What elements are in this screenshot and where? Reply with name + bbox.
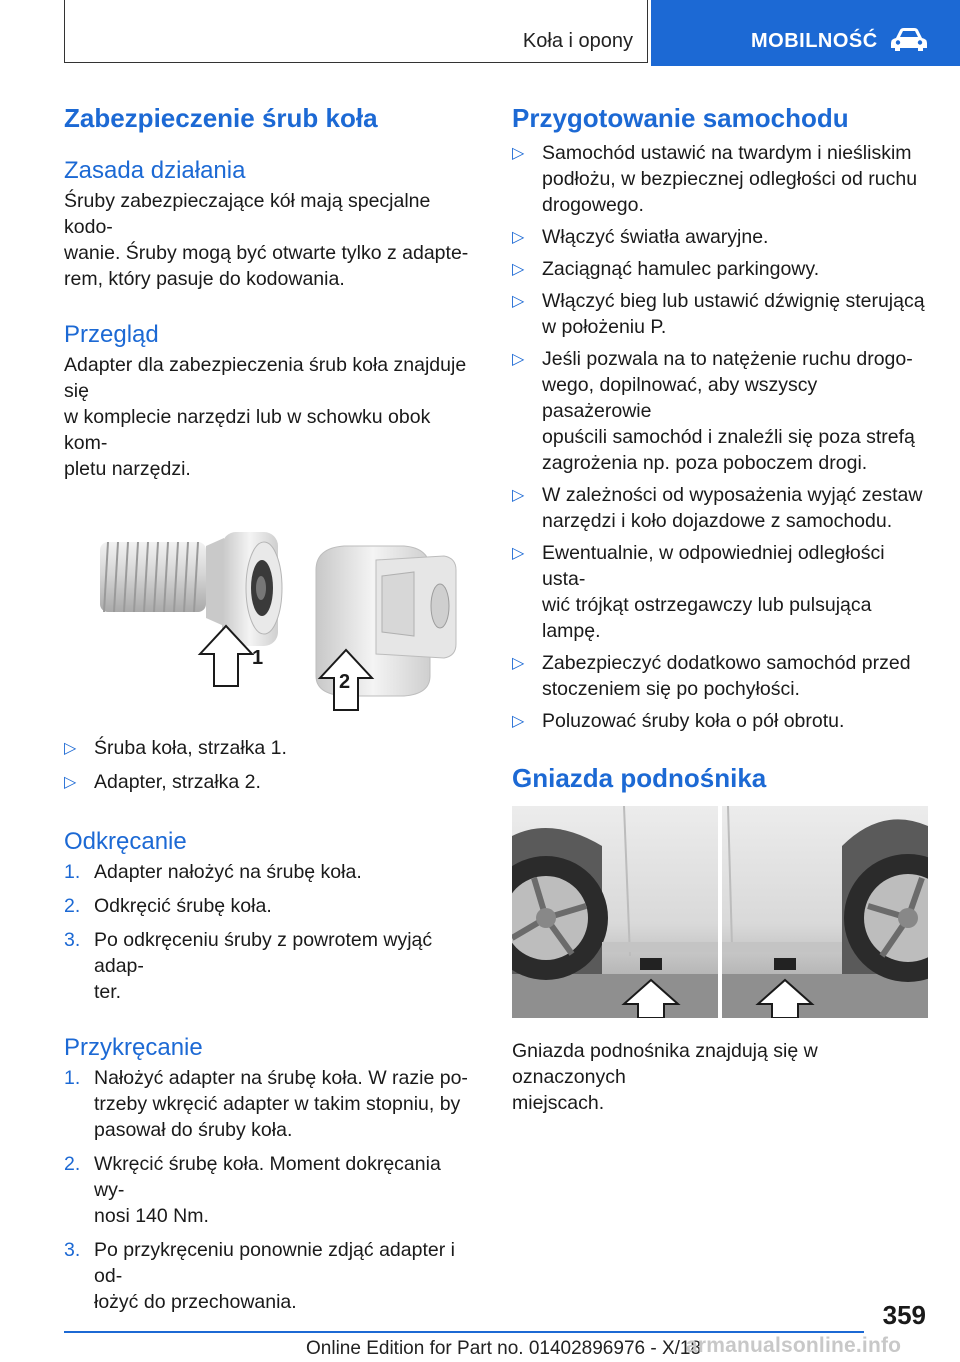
screwing-steps xyxy=(64,1065,476,1315)
bolt-head xyxy=(206,532,282,646)
triangle-bullet-icon: ▷ xyxy=(64,740,77,757)
triangle-bullet-icon: ▷ xyxy=(512,713,525,730)
triangle-bullet-icon: ▷ xyxy=(512,487,525,504)
list-item: ▷ Poluzować śruby koła o pół obrotu. xyxy=(512,708,930,734)
car-icon xyxy=(889,27,929,53)
list-item: ▷ Adapter, strzałka 2. xyxy=(64,769,476,795)
wheel-bolt-adapter-illustration xyxy=(64,526,476,714)
triangle-bullet-icon: ▷ xyxy=(512,229,525,246)
list-item: 1. Adapter nałożyć na śrubę koła. xyxy=(64,861,362,883)
wheel-lock-title: Zabezpieczenie śrub koła xyxy=(64,103,378,133)
overview-list xyxy=(64,735,476,795)
screwing-heading: Przykręcanie xyxy=(64,1034,203,1061)
principle-heading: Zasada działania xyxy=(64,157,246,184)
figure-label-1: 1 xyxy=(252,647,264,669)
list-item: ▷ Zabezpieczyć dodatkowo samochód przed stoczeniem się po pochyłości. xyxy=(512,652,911,700)
overview-text: Adapter dla zabezpieczenia śrub koła znajduje się w komplecie narzędzi lub w schowku obok kom- pletu narzędzi. xyxy=(64,354,467,480)
bolt-thread xyxy=(100,542,206,612)
preparing-list xyxy=(512,140,930,734)
triangle-bullet-icon: ▷ xyxy=(512,293,525,310)
list-item: ▷ Ewentualnie, w odpowiedniej odległości usta- wić trójkąt ostrzegawczy lub pulsująca lampę. xyxy=(512,542,885,642)
footer-edition-text: Online Edition for Part no. 01402896976 - X/18 xyxy=(306,1338,702,1359)
triangle-bullet-icon: ▷ xyxy=(512,351,525,368)
figure-label-2: 2 xyxy=(339,671,351,693)
page-number: 359 xyxy=(882,1300,926,1330)
unscrewing-steps xyxy=(64,859,476,1005)
triangle-bullet-icon: ▷ xyxy=(64,774,77,791)
list-item: 2. Odkręcić śrubę koła. xyxy=(64,895,272,917)
triangle-bullet-icon: ▷ xyxy=(512,145,525,162)
header-chapter-label: MOBILNOŚĆ xyxy=(751,30,878,52)
list-item: 2. Wkręcić śrubę koła. Moment dokręcania wy- nosi 140 Nm. xyxy=(64,1153,441,1227)
list-item: 1. Nałożyć adapter na śrubę koła. W razie po- trzeby wkręcić adapter w takim stopniu, by pasował do śruby koła. xyxy=(64,1067,468,1141)
jack-points-caption: Gniazda podnośnika znajdują się w oznaczonych miejscach. xyxy=(512,1040,818,1114)
jack-point-rear-panel xyxy=(722,806,928,1018)
triangle-bullet-icon: ▷ xyxy=(512,261,525,278)
list-item: ▷ Włączyć bieg lub ustawić dźwignię sterującą w położeniu P. xyxy=(512,290,925,338)
preparing-title: Przygotowanie samochodu xyxy=(512,103,849,133)
left-column xyxy=(64,98,476,1315)
footer-watermark: armanualsonline.info xyxy=(686,1334,902,1357)
list-item: ▷ Włączyć światła awaryjne. xyxy=(512,224,930,250)
overview-heading: Przegląd xyxy=(64,321,159,348)
footer-divider xyxy=(64,1331,864,1333)
header-chapter-tab xyxy=(651,0,960,66)
jack-point-front-panel xyxy=(512,806,718,1018)
triangle-bullet-icon: ▷ xyxy=(512,655,525,672)
wheel-bolt-adapter-figure xyxy=(64,526,476,714)
right-column xyxy=(512,98,930,1116)
list-item: ▷ Śruba koła, strzałka 1. xyxy=(64,735,476,761)
list-item: 3. Po odkręceniu śruby z powrotem wyjąć adap- ter. xyxy=(64,929,433,1003)
jack-points-title: Gniazda podnośnika xyxy=(512,763,767,793)
list-item: ▷ W zależności od wyposażenia wyjąć zestaw narzędzi i koło dojazdowe z samochodu. xyxy=(512,484,923,532)
header-section-frame xyxy=(64,0,648,63)
triangle-bullet-icon: ▷ xyxy=(512,545,525,562)
principle-text: Śruby zabezpieczające kół mają specjalne kodo- wanie. Śruby mogą być otwarte tylko z adapte- rem, który pasuje do kodowania. xyxy=(64,190,469,290)
list-item: ▷ Samochód ustawić na twardym i nieśliskim podłożu, w bezpiecznej odległości od ruchu drogowego. xyxy=(512,142,918,216)
unscrewing-heading: Odkręcanie xyxy=(64,828,187,855)
header-section-title: Koła i opony xyxy=(522,30,633,52)
jack-points-figure xyxy=(512,806,928,1018)
list-item: ▷ Zaciągnąć hamulec parkingowy. xyxy=(512,256,930,282)
list-item: 3. Po przykręceniu ponownie zdjąć adapter i od- łożyć do przechowania. xyxy=(64,1239,455,1313)
list-item: ▷ Jeśli pozwala na to natężenie ruchu drogo- wego, dopilnować, aby wszyscy pasażerowie opuścili samochód i znaleźli się poza strefą zagrożenia np. poza poboczem drogi. xyxy=(512,348,915,474)
jack-points-illustration xyxy=(512,806,928,1018)
